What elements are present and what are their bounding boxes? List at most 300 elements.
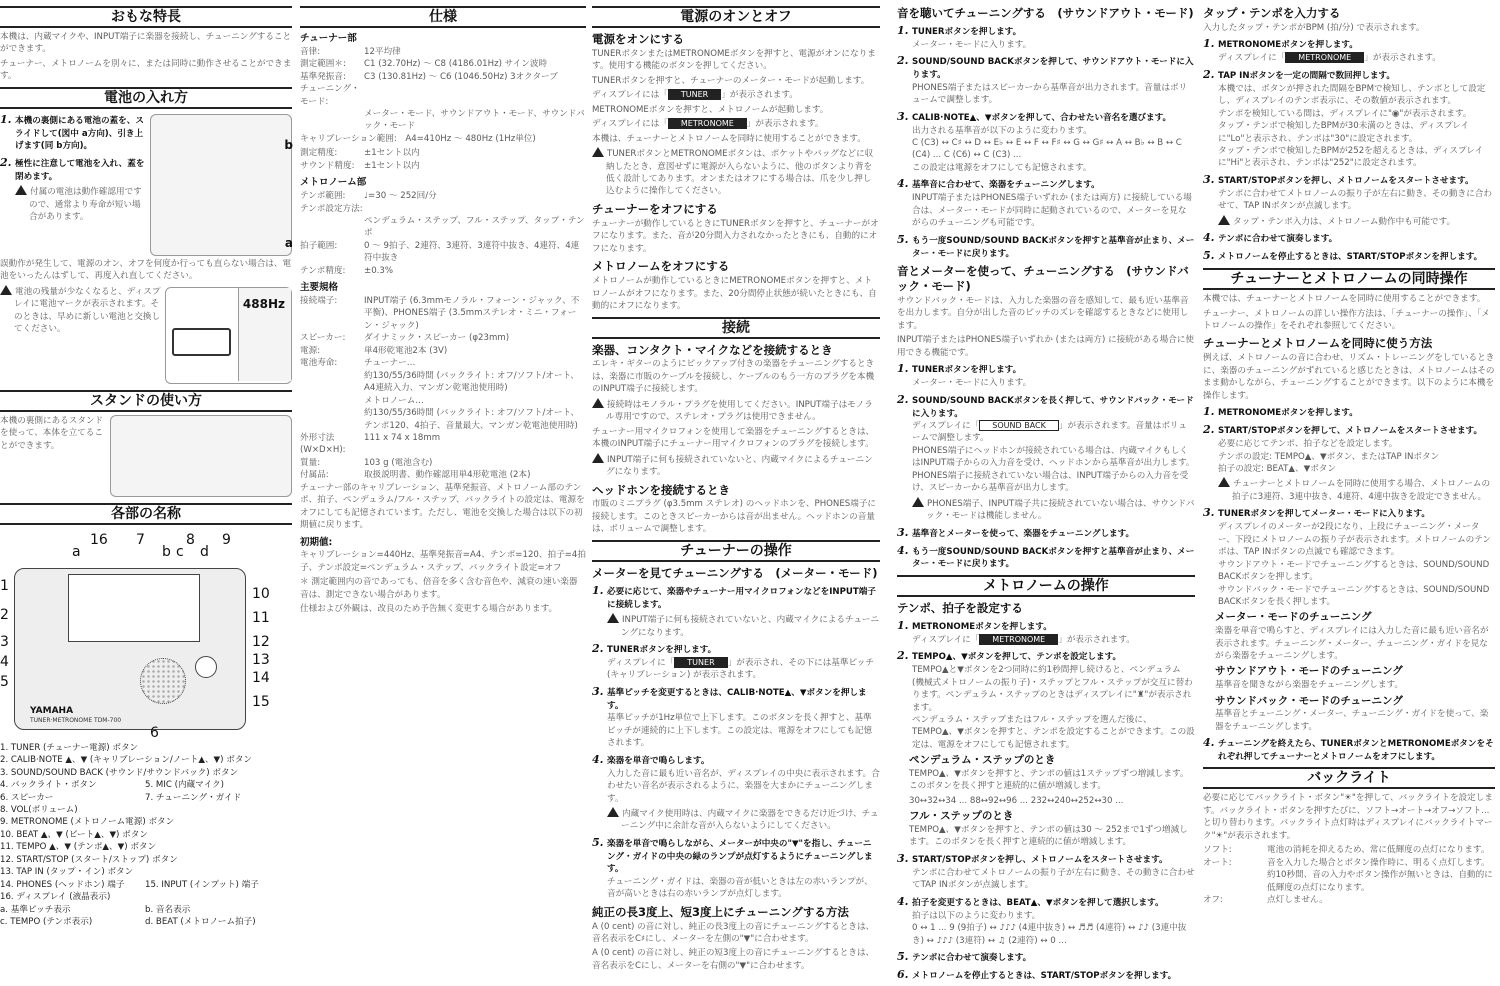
spec-value: チューナー… xyxy=(364,358,416,369)
spec-row xyxy=(300,190,586,202)
step-title-text: TUNERボタンを押してメーター・モードに入ります。 xyxy=(1218,509,1430,520)
step-title-text: METRONOMEボタンを押します。 xyxy=(912,621,1052,632)
note xyxy=(1232,215,1495,228)
step xyxy=(592,835,880,901)
paragraph: 本機の裏側にあるスタンドを使って、本体を立てることができます。 xyxy=(0,415,104,451)
spec-row xyxy=(300,215,586,240)
spec-label: オート: xyxy=(1203,857,1232,868)
step-body xyxy=(912,664,1195,714)
text: PHONES端子またはスピーカーから基準音が出力されます。音量はボリュームで調整します。 xyxy=(912,82,1188,106)
step-title-text: 基準ピッチを変更するときは、CALIB·NOTE▲、▼ボタンを押します。 xyxy=(607,687,867,711)
step-title-text: メトロノームを停止するときは、START/STOPボタンを押します。 xyxy=(1218,252,1483,263)
note-text: INPUT端子に何も接続されていないと、内蔵マイクによるチューニングになります。 xyxy=(621,615,880,638)
spec-value: C3 (130.81Hz) ～ C6 (1046.50Hz) 3オクターブ xyxy=(364,71,558,82)
spec-label: 基準発振音: xyxy=(300,71,346,82)
text: テンポを検知している間は、ディスプレイに"◉"が表示されます。 xyxy=(1218,108,1472,119)
section-heading: 電池の入れ方 xyxy=(0,87,292,109)
step-title-text: 楽器を単音で鳴らします。 xyxy=(607,755,710,766)
step-number: 3. xyxy=(1203,172,1215,186)
paragraph: キャリブレーション範囲: A4=410Hz ～ 480Hz (1Hz単位) xyxy=(300,133,536,144)
paragraph: METRONOMEボタンを押すと、メトロノームが起動します。 xyxy=(592,104,829,115)
text: テンポの設定: TEMPO▲、▼ボタン、またはTAP INボタン xyxy=(1218,451,1440,462)
step-number: 3. xyxy=(1203,506,1215,520)
step-body xyxy=(912,470,1195,495)
step-body xyxy=(912,634,1195,646)
step-number: 5. xyxy=(897,232,909,246)
step-title xyxy=(897,232,1195,260)
step-number: 3. xyxy=(897,525,909,539)
spec-row xyxy=(300,370,586,395)
step xyxy=(897,53,1195,106)
minor-heading: サウンドアウト・モードのチューニング xyxy=(1215,665,1403,678)
text: チューニング・ガイドは、楽器の音が低いときは左の赤いランプが、音が高いときは右の赤いランプが点灯します。 xyxy=(607,876,873,900)
subheading: 楽器、コンタクト・マイクなどを接続するとき xyxy=(592,342,833,357)
callout-label: 3 xyxy=(0,633,9,650)
note xyxy=(621,807,880,833)
subheading: 音を聴いてチューニングする (サウンドアウト・モード) xyxy=(897,6,1194,20)
text: タップ・テンポで検知したBPMが30未満のときは、ディスプレイに"Lo"と表示され、テンポは"30"に設定されます。 xyxy=(1218,121,1469,144)
step xyxy=(897,232,1195,260)
spec-row xyxy=(300,108,586,133)
spec-value: 12平均律 xyxy=(364,46,401,57)
step-body xyxy=(1218,52,1495,64)
text: ディスプレイには「 xyxy=(592,90,668,101)
callout-label: 2 xyxy=(0,606,9,623)
step-number: 1. xyxy=(592,583,604,597)
spec-row xyxy=(300,295,586,332)
note-text: タップ・テンポ入力は、メトロノーム動作中も可能です。 xyxy=(1233,216,1456,227)
step-title-text: SOUND/SOUND BACKボタンを押して、サウンドアウト・モードに入ります。 xyxy=(912,57,1194,81)
parts-list-item: 15. INPUT (インプット) 端子 xyxy=(145,879,259,890)
step-title-text: METRONOMEボタンを押します。 xyxy=(1218,408,1358,419)
yamaha-logo: YAMAHA xyxy=(30,705,74,716)
spec-value: 単4形乾電池2本 (3V) xyxy=(364,345,448,356)
step-title xyxy=(592,752,880,768)
text: 」が表示されます。 xyxy=(746,119,824,130)
step xyxy=(1203,422,1495,503)
step xyxy=(1203,505,1495,608)
text: ディスプレイには「 xyxy=(592,119,668,130)
section-heading: バックライト xyxy=(1203,767,1495,789)
parts-list-item: 3. SOUND/SOUND BACK (サウンド/サウンドバック) ボタン xyxy=(0,767,239,778)
step-number: 4. xyxy=(592,752,604,766)
text: 出力される基準音が以下のように変わります。 xyxy=(912,125,1092,136)
column-3 xyxy=(592,2,880,984)
step-title xyxy=(897,543,1195,571)
subheading: テンポ、拍子を設定する xyxy=(897,600,1023,615)
callout-label: a xyxy=(284,236,293,251)
spec-row xyxy=(300,432,586,457)
step-number: 4. xyxy=(897,177,909,191)
spec-group-heading: メトロノーム部 xyxy=(300,177,367,189)
step xyxy=(897,967,1195,983)
section-heading: 電源のオンとオフ xyxy=(592,6,880,28)
spec-label: 測定範囲＊: xyxy=(300,59,346,70)
step-title xyxy=(592,835,880,876)
battery-illustration xyxy=(150,114,292,256)
step-body xyxy=(912,192,1195,229)
step-title xyxy=(1203,422,1495,438)
spec-row xyxy=(300,345,586,357)
paragraph: 楽器を単音で鳴らすと、ディスプレイには入力した音に最も近い音名が表示されます。チューニング・メーター、チューニング・ガイドを見ながら楽器をチューニングします。 xyxy=(1215,626,1489,661)
display-indicator-badge: METRONOME xyxy=(668,118,747,129)
text: ディスプレイに「 xyxy=(912,420,980,431)
warning-icon xyxy=(15,185,27,195)
text: サウンドアウト・モードでチューニングするときは、SOUND/SOUND BACKボタンを押します。 xyxy=(1218,559,1490,583)
note-text: 電池の残量が少なくなると、ディスプレイに電池マークが表示されます。そのときは、早めに新しい電池と交換してください。 xyxy=(14,286,161,335)
text: ディスプレイに「 xyxy=(607,658,675,668)
text: PHONES端子にヘッドホンが接続されている場合は、内蔵マイクもしくはINPUT端子からの入力音を受け、ヘッドホンから基準音が出力します。 xyxy=(912,445,1195,469)
subheading: ヘッドホンを接続するとき xyxy=(592,482,730,497)
text: 本機では、ボタンが押された間隔をBPMで検知し、テンポとして設定し、ディスプレイのテンポ表示に、その数値が表示されます。 xyxy=(1218,83,1486,107)
step xyxy=(1203,67,1495,170)
text: 入力した音に最も近い音名が、ディスプレイの中央に表示されます。合わせたい音名が表示されるように、楽器を大まかにチューニングします。 xyxy=(607,768,880,804)
note xyxy=(621,613,880,639)
minor-heading: サウンドバック・モードのチューニング xyxy=(1215,694,1403,707)
parts-list-item: 9. METRONOME (メトロノーム電源) ボタン xyxy=(0,817,175,828)
spec-value: 取扱説明書、動作確認用単4形乾電池 (2本) xyxy=(364,470,531,481)
spec-value: ♩=30 ～ 252回/分 xyxy=(364,191,437,202)
spec-value: 0 ～ 9拍子、2連符、3連符、3連符中抜き、4連符、4連符中抜き xyxy=(364,240,580,264)
note xyxy=(606,147,880,198)
paragraph: 仕様および外観は、改良のため予告無く変更する場合があります。 xyxy=(300,604,558,615)
spec-row xyxy=(300,83,586,108)
parts-list-item: 4. バックライト・ボタン xyxy=(0,780,97,791)
spec-label: テンポ範囲: xyxy=(300,191,346,202)
step-title xyxy=(1203,230,1495,246)
step xyxy=(897,648,1195,751)
step-body xyxy=(1218,521,1495,558)
step xyxy=(592,583,880,639)
step xyxy=(897,543,1195,571)
text: テンポに合わせてメトロノームの振り子が左右に動き、その動きに合わせて、TAP INボタンが点滅します。 xyxy=(1218,188,1492,212)
warning-icon xyxy=(592,398,604,408)
step-title-text: 基準音に合わせて、楽器をチューニングします。 xyxy=(912,180,1100,191)
note-text: チューナーとメトロノームを同時に使用する場合、メトロノームの拍子に3連符、3連中抜き、4連符、4連中抜きを設定できません。 xyxy=(1232,479,1491,502)
step-title xyxy=(897,361,1195,377)
text: サウンドバック・モードでチューニングするときは、SOUND/SOUND BACKボタンを長く押します。 xyxy=(1218,584,1490,607)
step-title xyxy=(592,641,880,657)
text: ディスプレイに「 xyxy=(912,634,980,645)
callout-label: 9 xyxy=(222,531,231,548)
parts-list-item: b. 音名表示 xyxy=(145,904,191,915)
step-title xyxy=(897,109,1195,125)
step-number: 1. xyxy=(1203,37,1215,51)
spec-row xyxy=(300,357,586,369)
subheading: 純正の長3度上、短3度上にチューニングする方法 xyxy=(592,904,849,919)
spec-value: 音を入力した場合とボタン操作時に、明るく点灯します。約10秒間、音の入力やボタン操作が無いときは、自動的に低輝度の点灯になります。 xyxy=(1267,857,1493,893)
note xyxy=(1232,477,1495,503)
spec-label xyxy=(300,395,364,407)
spec-value: ダイナミック・スピーカー (φ23mm) xyxy=(364,333,510,344)
spec-label xyxy=(300,370,364,395)
step-title xyxy=(897,949,1195,965)
step-title-text: START/STOPボタンを押して、メトロノームをスタートさせます。 xyxy=(1218,426,1483,437)
battery-low-icon xyxy=(172,328,231,356)
parts-list-item: 2. CALIB·NOTE ▲、▼ (キャリブレーション/ノート▲、▼) ボタン xyxy=(0,755,253,766)
subheading: タップ・テンポを入力する xyxy=(1203,6,1341,20)
parts-list-item: 11. TEMPO ▲、▼ (テンポ▲、▼) ボタン xyxy=(0,842,157,853)
step xyxy=(1203,404,1495,420)
step xyxy=(897,361,1195,389)
spec-row xyxy=(1203,844,1495,856)
callout-label: 13 xyxy=(252,651,270,668)
spec-label xyxy=(300,215,364,240)
spec-label: 電池寿命: xyxy=(300,358,338,369)
note-text: PHONES端子、INPUT端子共に接続されていない場合は、サウンドバック・モードは機能しません。 xyxy=(926,498,1195,522)
stand-illustration xyxy=(110,415,292,497)
step-title xyxy=(1203,404,1495,420)
spec-group-heading: チューナー部 xyxy=(300,33,357,44)
step-number: 4. xyxy=(897,894,909,908)
warning-icon xyxy=(592,453,604,463)
text: ペンデュラム・ステップまたはフル・ステップを選んだ後に、TEMPO▲、▼ボタンを押すと、テンポを設定することができます。この設定は、電源をオフにしても記憶されます。 xyxy=(912,715,1195,750)
step-number: 5. xyxy=(1203,249,1215,263)
step-title xyxy=(897,618,1195,634)
step-title-text: テンポに合わせて演奏します。 xyxy=(912,953,1032,964)
spec-value: INPUT端子 (6.3mmモノラル・フォーン・ジャック、不平衡)、PHONES端子 (3.5mmステレオ・ミニ・フォーン・ジャック) xyxy=(364,296,580,331)
warning-icon xyxy=(0,285,12,295)
parts-list-item: 1. TUNER (チューナー電源) ボタン xyxy=(0,742,139,753)
section-heading: 各部の名称 xyxy=(0,503,292,525)
paragraph: チューナー、メトロノームの詳しい操作方法は、「チューナーの操作」、「メトロノームの操作」をそれぞれ参照してください。 xyxy=(1203,308,1490,331)
subheading: 電源をオンにする xyxy=(592,32,684,46)
step-body xyxy=(1218,188,1495,213)
parts-list-item: a. 基準ピッチ表示 xyxy=(0,904,71,915)
step-body xyxy=(912,922,1195,947)
step-body xyxy=(912,377,1195,389)
step-title-text: TEMPO▲、▼ボタンを押して、テンポを設定します。 xyxy=(912,652,1122,663)
parts-list-item: 5. MIC (内蔵マイク) xyxy=(145,780,224,791)
step-number: 2. xyxy=(897,392,909,406)
step-number: 4. xyxy=(897,543,909,557)
subheading: チューナーとメトロノームを同時に使う方法 xyxy=(1203,336,1433,351)
text: メーター・モードに入ります。 xyxy=(912,378,1032,389)
step xyxy=(1203,36,1495,64)
text: TEMPO▲と▼ボタンを2つ同時に約1秒間押し続けると、ペンデュラム (機械式メトロノームの振り子)・ステップとフル・ステップが交互に替わります。ペンデュラム・ステップのときはディスプレイに"♜"が表示されます。 xyxy=(912,665,1193,713)
callout-label: 11 xyxy=(252,609,270,626)
step-number: 1. xyxy=(897,23,909,37)
step-title xyxy=(897,967,1195,983)
parts-list-item: 13. TAP IN (タップ・イン) ボタン xyxy=(0,867,134,878)
spec-value: ±1セント以内 xyxy=(364,148,420,159)
step-number: 2. xyxy=(897,54,909,68)
spec-label xyxy=(300,407,364,432)
callout-label: 16 xyxy=(90,531,108,548)
spec-value: 111 x 74 x 18mm xyxy=(364,432,441,443)
column-5 xyxy=(1203,2,1495,984)
parts-list-row xyxy=(0,779,292,791)
spec-value: メトロノーム… xyxy=(364,395,424,406)
step-body xyxy=(912,125,1195,137)
paragraph: チューナーが動作しているときにTUNERボタンを押すと、チューナーがオフになります。また、音が20分間入力されなかったときにも、自動的にオフになります。 xyxy=(592,218,879,254)
text: 」が表示されます。 xyxy=(721,90,798,101)
step xyxy=(897,894,1195,947)
low-illustration xyxy=(165,287,292,384)
text: 0 ↔ 1 ... 9 (9拍子) ↔ ♪♪♪ (4連中抜き) ↔ ♬♬ (4連符) ↔ ♪♪ (3連中抜き) ↔ ♪♪♪ (3連符) ↔ ♫ (2連符) ↔ 0 ... xyxy=(912,923,1187,946)
paragraph: 市販のミニプラグ (φ3.5mm ステレオ) のヘッドホンを、PHONES端子に接続します。このときスピーカーからは音が出ません。ヘッドホンの音量は、ボリュームで調整します。 xyxy=(592,499,877,535)
step-title xyxy=(897,23,1195,39)
step-title xyxy=(1203,67,1495,83)
warning-icon xyxy=(607,807,619,817)
warning-icon xyxy=(607,613,619,623)
spec-row xyxy=(300,469,586,481)
step-body xyxy=(1218,559,1495,584)
paragraph: エレキ・ギターのようにピックアップ付きの楽器をチューニングするときは、楽器に市販のケーブルを接続し、ケーブルのもう一方のプラグを本機のINPUT端子に接続します。 xyxy=(592,359,875,395)
minor-heading: メーター・モードのチューニング xyxy=(1215,611,1372,624)
warning-icon xyxy=(1218,477,1230,487)
text: タップ・テンポで検知したBPMが252を超えるときは、ディスプレイに"Hi"と表示され、テンポは"252"に設定されます。 xyxy=(1218,145,1484,169)
step-title xyxy=(1203,36,1495,52)
paragraph: 必要に応じてバックライト・ボタン"☀"を押して、バックライトを設定します。バックライト・ボタンを押すたびに、ソフト→オート→オフ→ソフト... と切り替わります。バックライト点灯時はディスプレイにバックライトマーク"☀"が表示されます。 xyxy=(1203,793,1493,841)
section-heading: メトロノームの操作 xyxy=(897,575,1195,597)
step-number: 2. xyxy=(592,642,604,656)
spec-label: テンポ精度: xyxy=(300,265,346,276)
model-name: TUNER·METRONOME TDM-700 xyxy=(30,716,122,724)
step-title xyxy=(897,648,1195,664)
step-title-text: テンポに合わせて演奏します。 xyxy=(1218,234,1338,245)
step-body xyxy=(912,82,1195,107)
note-text: 内蔵マイク使用時は、内蔵マイクに楽器をできるだけ近づけ、チューニング中に余計な音が入らないようにしてください。 xyxy=(621,808,879,832)
step xyxy=(592,752,880,833)
text: テンポに合わせてメトロノームの振り子が左右に動き、その動きに合わせてTAP INボタンが点滅します。 xyxy=(912,867,1195,891)
step-title-text: 拍子を変更するときは、BEAT▲、▼ボタンを押して選択します。 xyxy=(912,897,1164,908)
device-illustration xyxy=(0,528,286,740)
paragraph: TUNERボタンまたはMETRONOMEボタンを押すと、電源がオンになります。使用する機能のボタンを押してください。 xyxy=(592,48,876,72)
spec-label: 質量: xyxy=(300,457,321,468)
spec-label: サウンド精度: xyxy=(300,160,355,171)
paragraph: ＊ 測定範囲内の音であっても、倍音を多く含む音色や、減衰の速い楽器音は、測定できない場合があります。 xyxy=(300,577,578,600)
parts-list-item: 8. VOL(ボリューム) xyxy=(0,804,78,815)
step-title-text: 極性に注意して電池を入れ、蓋を閉めます。 xyxy=(15,158,145,182)
parts-list-item: 7. チューニング・ガイド xyxy=(145,792,242,803)
callout-label: 8 xyxy=(186,531,195,548)
spec-label: スピーカー: xyxy=(300,333,346,344)
step-number: 5. xyxy=(897,950,909,964)
callout-label: 6 xyxy=(150,724,159,741)
spec-value: ±1セント以内 xyxy=(364,160,420,171)
step-title xyxy=(897,851,1195,867)
spec-row xyxy=(300,265,586,277)
spec-value: 103 g (電池含む) xyxy=(364,457,433,468)
step-body xyxy=(1218,108,1495,120)
step-title-text: TUNERボタンを押します。 xyxy=(912,26,1022,37)
note-text: INPUT端子に何も接続されていないと、内蔵マイクによるチューニングになります。 xyxy=(606,454,873,478)
spec-label xyxy=(300,108,364,133)
text: C (C3) ↔ C♯ ↔ D ↔ E♭ ↔ E ↔ F ↔ F♯ ↔ G ↔ G♯ ↔ A ↔ B♭ ↔ B ↔ C (C4) ... C (C6) ↔ C (C3) ... xyxy=(912,138,1182,161)
step-number: 1. xyxy=(897,618,909,632)
step-title-text: 本機の裏側にある電池の蓋を、スライドして(図中 a方向)、引き上げます(同 b方向)。 xyxy=(15,115,144,152)
step-body xyxy=(1218,451,1495,463)
step-title-text: TUNERボタンを押します。 xyxy=(912,365,1022,376)
paragraph: キャリブレーション=440Hz、基準発振音=A4、テンポ=120、拍子=4拍子、テンポ設定=ペンデュラム・ステップ、バックライト設定=オフ xyxy=(300,550,586,573)
note-text: 付属の電池は動作確認用ですので、通常より寿命が短い場合があります。 xyxy=(29,187,142,222)
spec-row xyxy=(1203,857,1495,894)
parts-list-item: 12. START/STOP (スタート/ストップ) ボタン xyxy=(0,854,178,865)
step xyxy=(1203,735,1495,763)
step xyxy=(897,525,1195,541)
step-title-text: TUNERボタンを押します。 xyxy=(607,645,717,656)
spec-row xyxy=(300,160,586,172)
callout-label: 14 xyxy=(252,669,270,686)
paragraph: 本機は、チューナーとメトロノームを同時に使用することができます。 xyxy=(592,133,866,144)
speaker-grille xyxy=(140,658,186,704)
step-title xyxy=(1203,172,1495,188)
step xyxy=(897,109,1195,175)
step xyxy=(1203,230,1495,246)
callout-label: 12 xyxy=(252,633,270,650)
step xyxy=(897,176,1195,229)
spec-value xyxy=(364,83,586,108)
spec-label: チューニング・モード: xyxy=(300,84,360,107)
text: この設定は電源をオフにしても記憶されます。 xyxy=(912,162,1092,173)
step-number: 1. xyxy=(897,362,909,376)
spec-row xyxy=(300,147,586,159)
step-body xyxy=(1218,120,1495,145)
callout-label: d xyxy=(200,543,209,560)
step-body xyxy=(607,768,880,805)
section-heading: チューナーとメトロノームの同時操作 xyxy=(1203,268,1495,290)
callout-label: a xyxy=(72,543,81,560)
step-number: 2. xyxy=(1203,67,1215,81)
parts-list-item: 6. スピーカー xyxy=(0,792,54,803)
callout-label: 1 xyxy=(0,577,9,594)
step-body xyxy=(607,657,880,682)
note xyxy=(926,497,1195,523)
step-number: 2. xyxy=(0,155,12,169)
parts-list-item: 14. PHONES (ヘッドホン) 端子 xyxy=(0,879,125,890)
text: ディスプレイに「 xyxy=(1218,53,1286,64)
paragraph: 本機では、チューナーとメトロノームを同時に使用することができます。 xyxy=(1203,294,1486,305)
parts-list-row xyxy=(0,879,292,891)
warning-icon xyxy=(592,147,604,157)
spec-group-heading: 主要規格 xyxy=(300,282,339,294)
display-indicator-badge: METRONOME xyxy=(1285,52,1364,63)
step-title xyxy=(897,53,1195,81)
spec-label: 音律: xyxy=(300,46,321,57)
text: 」が表示されます。 xyxy=(1058,634,1135,645)
spec-value: ペンデュラム・ステップ、フル・ステップ、タップ・テンポ xyxy=(364,215,585,239)
paragraph: 入力したタップ・テンポがBPM (拍/分) で表示されます。 xyxy=(1203,22,1425,33)
callout-label: 4 xyxy=(0,653,9,670)
step-title-text: SOUND/SOUND BACKボタンを長く押して、サウンドバック・モードに入ります。 xyxy=(912,395,1194,419)
spec-value: ±0.3% xyxy=(364,265,394,276)
subheading: 音とメーターを使って、チューニングする (サウンドバック・モード) xyxy=(897,264,1189,293)
step-body xyxy=(912,162,1195,174)
step-title-text: 楽器を単音で鳴らしながら、メーターが中央の"▼"を指し、チューニング・ガイドの中央の緑のランプが点灯するようにチューニングします。 xyxy=(607,838,873,875)
step-title-text: 必要に応じて、楽器やチューナー用マイクロフォンなどをINPUT端子に接続します。 xyxy=(607,586,876,610)
subheading: メトロノームをオフにする xyxy=(592,259,730,274)
spec-value xyxy=(364,203,586,215)
callout-label: 15 xyxy=(252,693,270,710)
step-title xyxy=(897,392,1195,420)
spec-value: C1 (32.70Hz) ～ C8 (4186.01Hz) サイン波時 xyxy=(364,59,548,70)
paragraph: 本機は、内蔵マイクや、INPUT端子に楽器を接続し、チューニングすることができます。 xyxy=(0,32,292,55)
spec-row xyxy=(300,58,586,70)
step-body xyxy=(912,445,1195,470)
step-title xyxy=(592,583,880,611)
step-title-text: もう一度SOUND/SOUND BACKボタンを押すと基準音が止まり、メーター・モードに戻ります。 xyxy=(912,235,1195,259)
callout-label: 5 xyxy=(0,673,9,690)
step-number: 2. xyxy=(897,649,909,663)
step xyxy=(1203,248,1495,264)
display-indicator-badge: SOUND BACK xyxy=(979,420,1059,431)
step-title xyxy=(1203,248,1495,264)
spec-row xyxy=(1203,894,1495,906)
step xyxy=(897,949,1195,965)
step-title xyxy=(592,684,880,712)
spec-label: オフ: xyxy=(1203,895,1223,906)
